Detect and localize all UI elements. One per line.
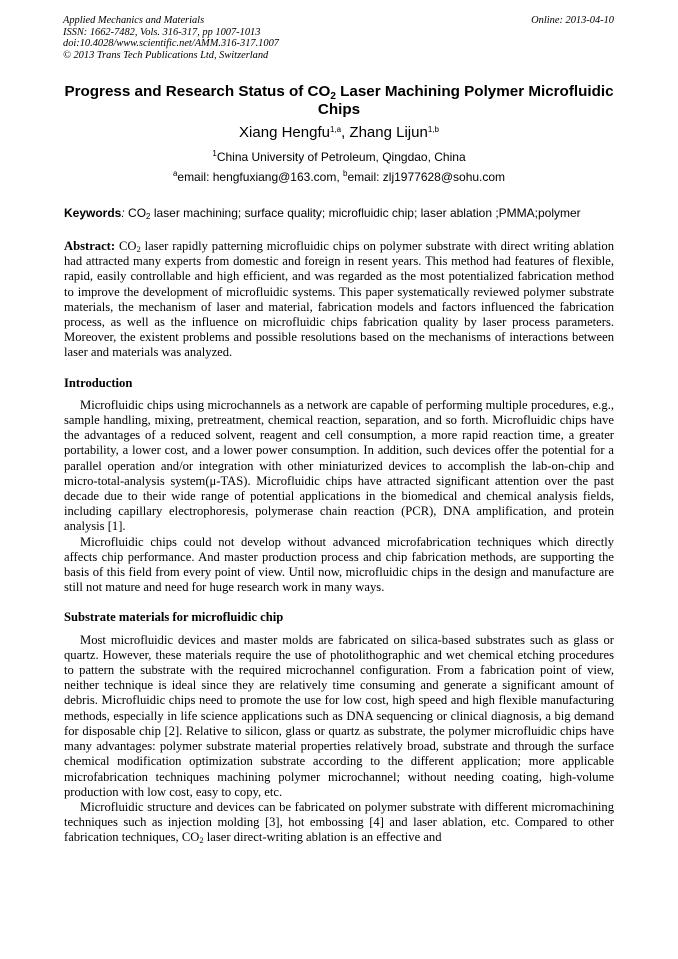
paragraph: Microfluidic chips using microchannels as a network are capable of performing multiple procedures, e.g., sample handling, mixing, pretreatment, chemical reaction, separation, and so forth. Microfluidic chips have the advantages of a reduced solvent, reagent and cell consumption, a more rapid reaction time, a greater portability, a lower cost, and a lower power consumption. In addition, such devices offer the potential for a parallel operation and/or integration with other miniaturized devices to accomplish the lab-on-chip and micro-total-analysis system(μ-TAS). Microfluidic chips have attracted significant attention over the past decade due to their wide range of potential applications in the biomedical and chemical analysis fields, including capillary electrophoresis, polymerase chain reaction (PCR), DNA amplification, and protein analysis [1].: [64, 397, 614, 534]
paper-title: Progress and Research Status of $CO_2$ Laser Machining Polymer Microfluidic Chips: [64, 83, 614, 118]
paragraph: Microfluidic chips could not develop without advanced microfabrication techniques which directly affects chip performance. And master production process and chip fabrication methods, are supporting the basis of this field from every point of view. Until now, microfluidic chips in the design and manufacture are still not mature and need for huge research work in many ways.: [64, 534, 614, 595]
journal-name: Applied Mechanics and Materials: [63, 15, 205, 26]
doi-line: doi:10.4028/www.scientific.net/AMM.316-317.1007: [63, 38, 279, 49]
abstract-label: Abstract:: [64, 239, 116, 253]
copyright-line: © 2013 Trans Tech Publications Ltd, Switzerland: [63, 49, 269, 61]
journal-header: [63, 15, 279, 61]
author-name: Xiang Hengfu: [239, 124, 330, 141]
paragraph: Most microfluidic devices and master molds are fabricated on silica-based substrates such as glass or quartz. However, these materials require the use of photolithographic and wet chemical etching procedures to pattern the substrate with the required microchannel configuration. From a fabrication point of view, neither technique is ideal since they are relatively time consuming and generate a significant amount of debris. Microfluidic chips need to promote the use for low cost, high speed and high flexible manufacturing methods, especially in life science applications such as DNA sequencing or clinical diagnosis, a big demand for disposable chip [2]. Relative to silicon, glass or quartz as substrate, the polymer microfluidic chips have many advantages: polymer substrate material properties relatively broad, substrate and through the surface chemical modification optimization substrate according to the different application; more applicable microfabrication techniques machining polymer microchannel; without needing coating, high-volume production with low cost, easy to copy, etc.: [64, 632, 614, 799]
section-heading-substrate: Substrate materials for microfluidic chip: [64, 610, 284, 625]
author-list: Xiang Hengfu$^{1,a}$, Zhang Lijun$^{1,b}$: [239, 124, 439, 141]
issn-line: ISSN: 1662-7482, Vols. 316-317, pp 1007-1013: [63, 26, 261, 38]
section-heading-introduction: Introduction: [64, 375, 133, 390]
affiliation: $^1$China University of Petroleum, Qingdao, China: [212, 149, 466, 164]
online-date: Online: 2013-04-10: [531, 15, 614, 26]
keywords-label: Keywords: [64, 206, 122, 220]
author-name: Zhang Lijun: [349, 124, 428, 141]
paragraph: Microfluidic structure and devices can be fabricated on polymer substrate with different micromachining techniques such as injection molding [3], hot embossing [4] and laser ablation, etc. Compared to other fabrication techniques, $CO_2$ laser direct-writing ablation is an effective and: [64, 799, 614, 846]
abstract: Abstract: $CO_2$ laser rapidly patterning microfluidic chips on polymer substrate with direct writing ablation had attracted many experts from domestic and foreign in resent years. This method had features of flexible, rapid, easily controllable and high efficient, and was regarded as the most potentialized fabrication method to improve the development of microfluidic systems. This paper systematically reviewed polymer substrate materials, the mechanism of laser and material, fabrication models and factors influenced the fabrication process, as well as the influence on microfluidic chips fabrication quality by laser process parameters. Moreover, the existent problems and possible resolutions based on the mechanisms of interactions between laser and materials was analyzed.: [64, 239, 614, 360]
paper-body: [64, 239, 614, 846]
author-emails: $^a$email: hengfuxiang@163.com, $^b$email: zlj1977628@sohu.com: [172, 169, 506, 184]
keywords: Keywords: $CO_2$ laser machining; surface quality; microfluidic chip; laser ablation ;PMMA;polymer: [64, 206, 581, 221]
